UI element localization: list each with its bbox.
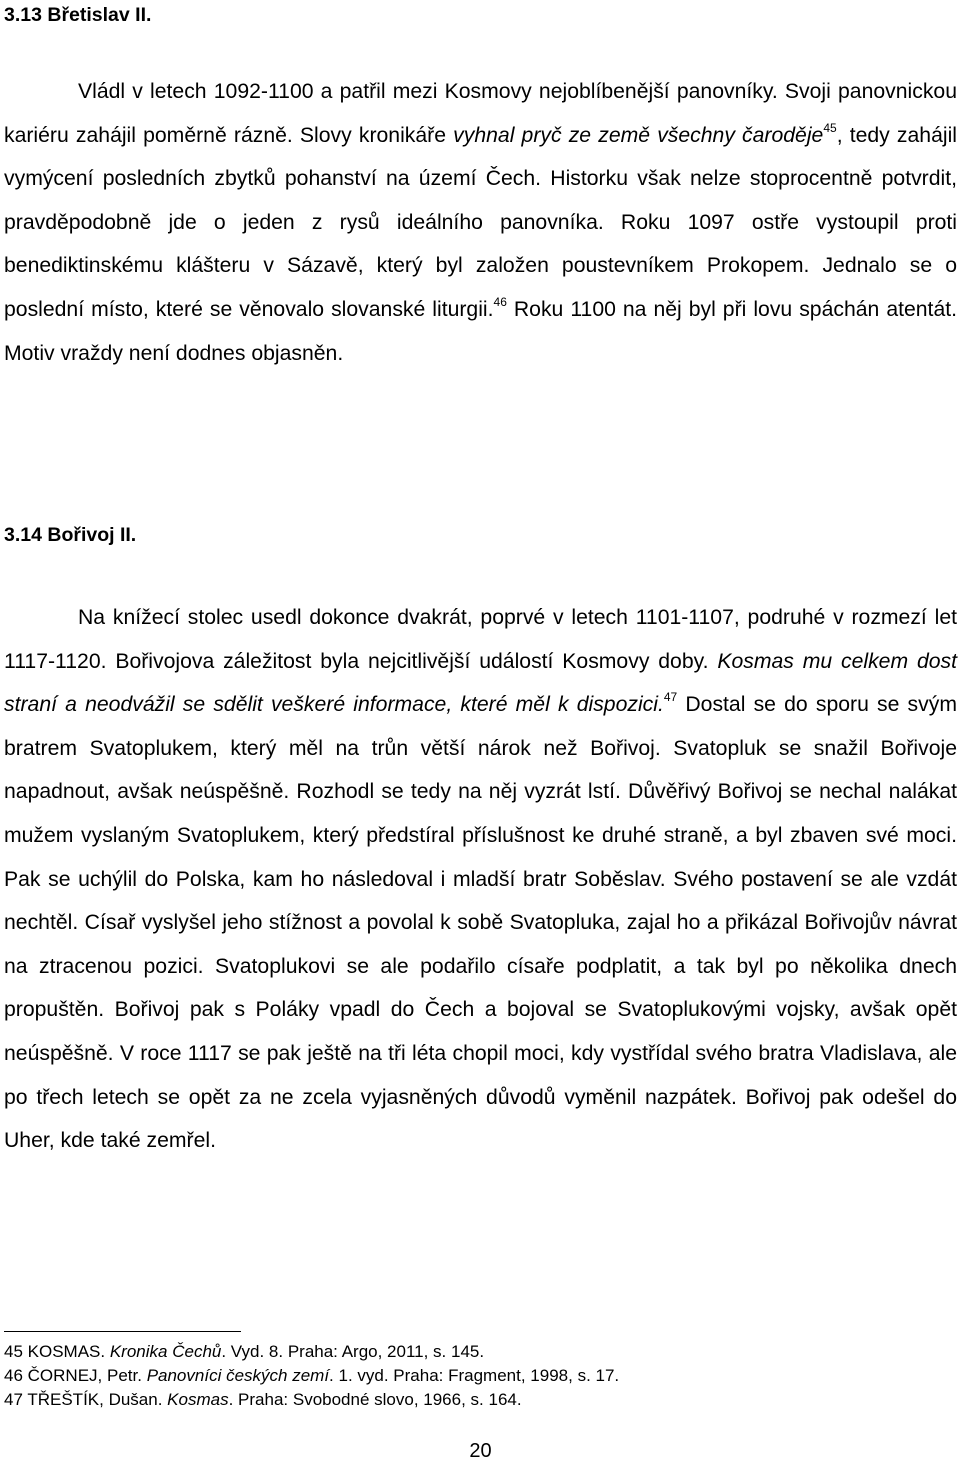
footnote-divider	[4, 1331, 241, 1332]
italic-quote: Kosmas mu celkem dost straní a neodvážil se sdělit veškeré informace, které měl k dispozici.	[4, 649, 957, 717]
paragraph-borivoj	[4, 596, 957, 1163]
footnote-text: KOSMAS.	[27, 1342, 110, 1361]
footnote-number: 46	[4, 1366, 23, 1385]
page-number: 20	[469, 1440, 492, 1462]
text: Vládl v letech 1092-1100 a patřil mezi Kosmovy nejoblíbenější panovníky. Svoji panovnickou kariéru zahájil poměrně rázně. Slovy kronikáře	[4, 80, 957, 147]
footnote-ref-47: 47	[663, 690, 678, 705]
text: Roku 1100 na něj byl při lovu spáchán atentát. Motiv vraždy není dodnes objasněn.	[4, 297, 957, 365]
text: , tedy zahájil vymýcení posledních zbytků pohanství na území Čech. Historku však nelze stoprocentně potvrdit, pravděpodobně jde o jeden z rysů ideálního panovníka. Roku 1097 ostře vystoupil proti benediktinskému klášteru v Sázavě, který byl založen poustevníkem Prokopem. Jednalo se o poslední místo, které se věnovalo slovanské liturgii.	[4, 123, 957, 321]
footnote-title: Kosmas	[167, 1390, 229, 1409]
section-heading-borivoj: 3.14 Bořivoj II.	[4, 524, 137, 546]
footnote-number: 47	[4, 1390, 23, 1409]
footnote-46	[4, 1365, 619, 1387]
section-heading-bretislav: 3.13 Břetislav II.	[4, 4, 152, 26]
footnote-title: Kronika Čechů	[109, 1342, 222, 1361]
footnote-text: . Vyd. 8. Praha: Argo, 2011, s. 145.	[221, 1342, 485, 1361]
footnote-text: TŘEŠTÍK, Dušan.	[27, 1390, 168, 1409]
footnote-47	[4, 1389, 522, 1411]
footnote-text: . 1. vyd. Praha: Fragment, 1998, s. 17.	[329, 1366, 620, 1385]
text: Na knížecí stolec usedl dokonce dvakrát, poprvé v letech 1101-1107, podruhé v rozmezí let 1117-1120. Bořivojova záležitost byla nejcitlivější událostí Kosmovy doby.	[4, 606, 957, 673]
footnote-title: Panovníci českých zemí	[146, 1366, 330, 1385]
footnote-text: ČORNEJ, Petr.	[27, 1366, 147, 1385]
text: Dostal se do sporu se svým bratrem Svatoplukem, který měl na trůn větší nárok než Bořivoj. Svatopluk se snažil Bořivoje napadnout, avšak neúspěšně. Rozhodl se tedy na něj vyzrát lstí. Důvěřivý Bořivoj se nechal nalákat mužem vyslaným Svatoplukem, který předstíral příslušnost ke druhé straně, a byl zbaven své moci. Pak se uchýlil do Polska, kam ho následoval i mladší bratr Soběslav. Svého postavení se ale vzdát nechtěl. Císař vyslyšel jeho stížnost a povolal k sobě Svatopluka, zajal ho a přikázal Bořivojův návrat na ztracenou pozici. Svatoplukovi se ale podařilo císaře podplatit, a tak byl po několika dnech propuštěn. Bořivoj pak s Poláky vpadl do Čech a bojoval se Svatoplukovými vojsky, avšak opět neúspěšně. V roce 1117 se pak ještě na tři léta chopil moci, kdy vystřídal svého bratra Vladislava, ale po třech letech se opět za ne zcela vyjasněných důvodů vyměnil nazpátek. Bořivoj pak odešel do Uher, kde také zemřel.	[4, 693, 957, 1153]
footnote-text: . Praha: Svobodné slovo, 1966, s. 164.	[228, 1390, 522, 1409]
italic-quote: vyhnal pryč ze země všechny čaroděje	[453, 123, 824, 147]
paragraph-bretislav	[4, 70, 957, 375]
footnote-ref-46: 46	[493, 294, 507, 309]
footnote-45	[4, 1341, 484, 1363]
footnote-number: 45	[4, 1342, 23, 1361]
footnote-ref-45: 45	[823, 120, 837, 135]
